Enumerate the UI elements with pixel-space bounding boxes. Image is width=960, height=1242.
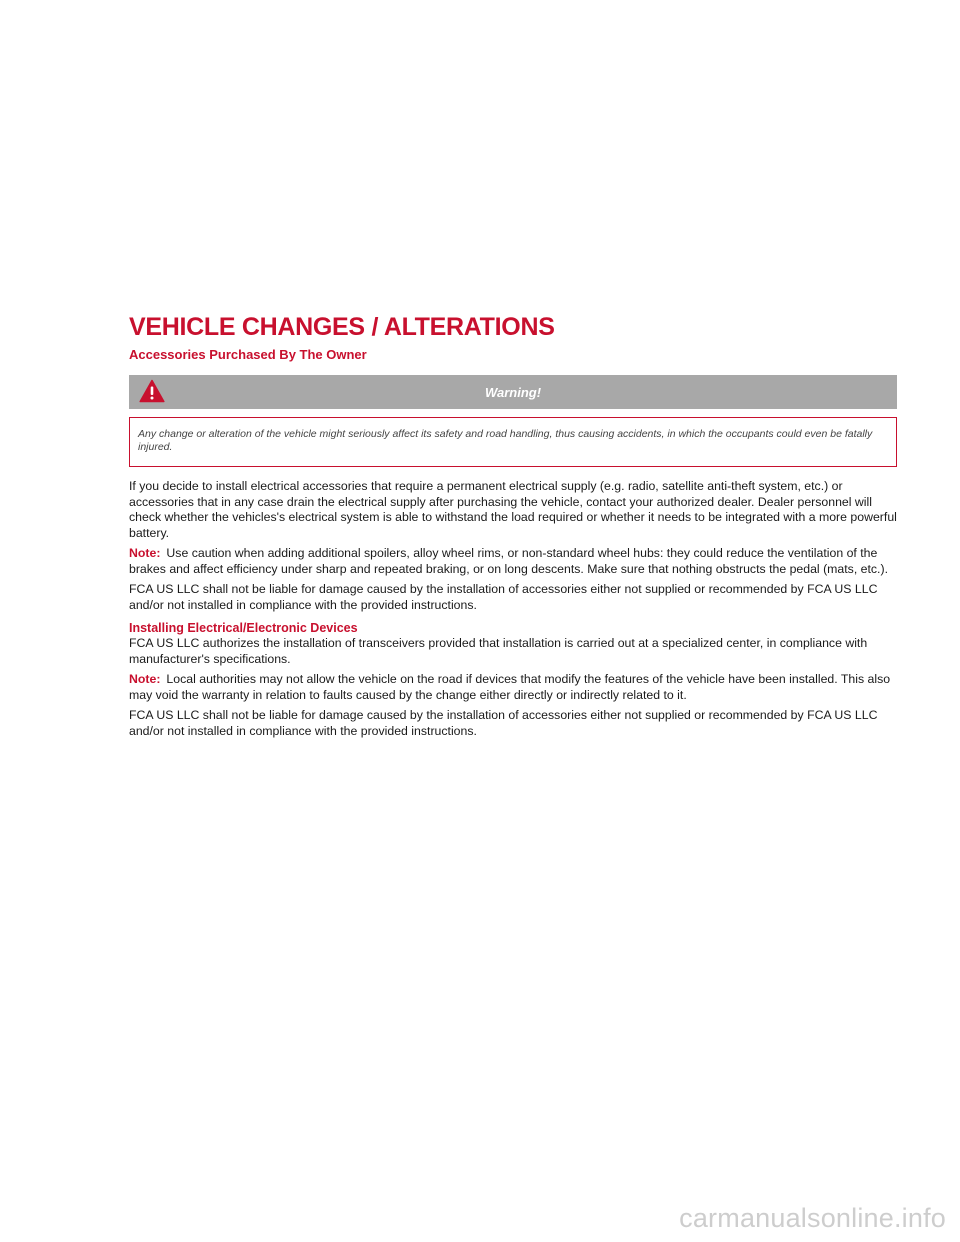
paragraph-electrical-accessories: If you decide to install electrical accessories that require a permanent electrical supply (e.g. radio, satellite anti-theft system, etc.) or accessories that in any case drain the electrical supply after purchasing the vehicle, contact your authorized dealer. Dealer personnel will check whether the vehicles's electrical system is able to withstand the load required or whether it needs to be integrated with a more powerful battery.	[129, 479, 897, 540]
page-content	[129, 312, 897, 739]
section-heading-electronic-devices: Installing Electrical/Electronic Devices	[129, 621, 358, 635]
paragraph-liability: FCA US LLC shall not be liable for damage caused by the installation of accessories either not supplied or recommended by FCA US LLC and/or not installed in compliance with the provided instructions.	[129, 582, 878, 612]
note-label: Note:	[129, 672, 161, 686]
warning-body: Any change or alteration of the vehicle might seriously affect its safety and road handling, thus causing accidents, in which the occupants could even be fatally injured.	[129, 417, 897, 467]
warning-title: Warning!	[484, 384, 542, 400]
watermark: carmanualsonline.info	[679, 1203, 946, 1233]
warning-header	[129, 375, 897, 409]
note-label: Note:	[129, 546, 161, 560]
page-subtitle: Accessories Purchased By The Owner	[129, 347, 367, 362]
warning-triangle-icon	[139, 379, 165, 403]
note-spoilers	[129, 546, 897, 577]
note-text: Local authorities may not allow the vehicle on the road if devices that modify the features of the vehicle have been installed. This also may void the warranty in relation to faults caused by the change either directly or indirectly related to it.	[129, 672, 891, 702]
paragraph-transceivers: FCA US LLC authorizes the installation of transceivers provided that installation is carried out at a specialized center, in compliance with manufacturer's specifications.	[129, 636, 868, 666]
paragraph-liability-2: FCA US LLC shall not be liable for damage caused by the installation of accessories either not supplied or recommended by FCA US LLC and/or not installed in compliance with the provided instructions.	[129, 708, 878, 738]
page-title: VEHICLE CHANGES / ALTERATIONS	[129, 313, 555, 341]
note-text: Use caution when adding additional spoilers, alloy wheel rims, or non-standard wheel hubs: they could reduce the ventilation of the brakes and affect efficiency under sharp and repeated braking, or on long descents. Make sure that nothing obstructs the pedal (mats, etc.).	[129, 546, 888, 576]
note-local-authorities	[129, 672, 897, 703]
